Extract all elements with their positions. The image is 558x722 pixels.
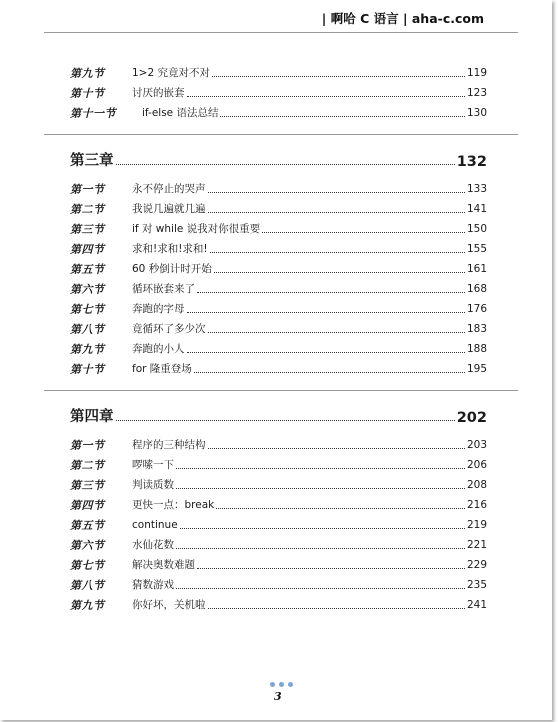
section-title: 水仙花数	[132, 539, 174, 551]
dot-leader	[208, 447, 465, 449]
section-title: if-else 语法总结	[142, 107, 219, 119]
toc-entry[interactable]	[70, 198, 487, 216]
chapter-page-number: 132	[456, 154, 487, 170]
section-title: for 隆重登场	[132, 363, 192, 375]
page-number: 130	[466, 107, 487, 119]
dot-leader	[187, 311, 465, 313]
toc-entry[interactable]	[70, 454, 487, 472]
toc-entry[interactable]	[70, 554, 487, 572]
dot-leader	[176, 547, 465, 549]
dot-leader	[216, 507, 465, 509]
toc-entry[interactable]	[70, 278, 487, 296]
toc-entry[interactable]	[70, 474, 487, 492]
toc-entry[interactable]	[70, 258, 487, 276]
header-rule	[44, 32, 518, 33]
page-number: 123	[466, 87, 487, 99]
dot-leader	[212, 75, 465, 77]
page-number: 206	[466, 459, 487, 471]
page-number: 203	[466, 439, 487, 451]
section-number: 第三节	[70, 223, 105, 236]
section-number: 第九节	[70, 67, 105, 80]
chapter-title: 第三章	[70, 153, 114, 169]
section-number: 第四节	[70, 243, 105, 256]
page-number: 133	[466, 183, 487, 195]
page-number: 141	[466, 203, 487, 215]
chapter-title: 第四章	[70, 409, 114, 425]
page-number: 229	[466, 559, 487, 571]
section-title: 循环嵌套来了	[132, 283, 195, 295]
dot-leader	[210, 251, 465, 253]
dot-leader	[116, 163, 455, 165]
section-number: 第四节	[70, 499, 105, 512]
chapter-heading[interactable]	[70, 404, 487, 426]
dot-leader	[197, 291, 465, 293]
dot-leader	[180, 527, 465, 529]
dot-leader	[176, 467, 465, 469]
footer-page-number: 3	[274, 690, 282, 703]
toc-entry[interactable]	[70, 534, 487, 552]
section-title: 永不停止的哭声	[132, 183, 206, 195]
section-title: 程序的三种结构	[132, 439, 206, 451]
dot-leader	[197, 567, 465, 569]
section-title: 解决奥数难题	[132, 559, 195, 571]
section-title: 我说几遍就几遍	[132, 203, 206, 215]
section-title: 更快一点：break	[132, 499, 215, 511]
toc-entry[interactable]	[70, 358, 487, 376]
toc-entry[interactable]	[70, 178, 487, 196]
page-number: 168	[466, 283, 487, 295]
section-title: 讨厌的嵌套	[132, 87, 185, 99]
page-number: 208	[466, 479, 487, 491]
section-title: 奔跑的字母	[132, 303, 185, 315]
page-number: 155	[466, 243, 487, 255]
toc-entry[interactable]	[70, 62, 487, 80]
toc-entry[interactable]	[70, 318, 487, 336]
dot-leader	[208, 607, 465, 609]
section-title: continue	[132, 519, 178, 531]
section-title: 你好坏，关机啦	[132, 599, 206, 611]
dot-leader	[187, 95, 465, 97]
section-title: 猜数游戏	[132, 579, 174, 591]
section-title: 判读质数	[132, 479, 174, 491]
section-number: 第六节	[70, 283, 105, 296]
section-divider	[44, 390, 518, 391]
dot-leader	[187, 351, 465, 353]
dot-leader	[176, 587, 465, 589]
toc-entry[interactable]	[70, 434, 487, 452]
dot-leader	[208, 191, 465, 193]
section-title: 啰嗦一下	[132, 459, 174, 471]
page-number: 161	[466, 263, 487, 275]
section-number: 第十节	[70, 363, 105, 376]
page-number: 221	[466, 539, 487, 551]
section-number: 第九节	[70, 343, 105, 356]
section-number: 第八节	[70, 579, 105, 592]
section-number: 第七节	[70, 303, 105, 316]
section-divider	[44, 134, 518, 135]
section-number: 第五节	[70, 263, 105, 276]
dot-leader	[176, 487, 465, 489]
dot-leader	[116, 419, 455, 421]
chapter-heading[interactable]	[70, 148, 487, 170]
section-number: 第六节	[70, 539, 105, 552]
toc-entry[interactable]	[70, 594, 487, 612]
section-title: 1>2 究竟对不对	[132, 67, 210, 79]
section-number: 第三节	[70, 479, 105, 492]
section-number: 第十一节	[70, 107, 116, 120]
toc-entry[interactable]	[70, 338, 487, 356]
section-number: 第一节	[70, 439, 105, 452]
page-number: 119	[466, 67, 487, 79]
section-title: 求和!求和!求和!	[132, 243, 208, 255]
toc-entry[interactable]	[70, 238, 487, 256]
page-header: | 啊哈 C 语言 | aha-c.com	[321, 11, 484, 26]
section-title: 60 秒倒计时开始	[132, 263, 212, 275]
toc-entry[interactable]	[70, 82, 487, 100]
footer-dots-icon	[270, 682, 293, 687]
section-number: 第二节	[70, 459, 105, 472]
dot-leader	[262, 231, 465, 233]
page-number: 176	[466, 303, 487, 315]
toc-entry[interactable]	[70, 514, 487, 532]
section-title: 竟循环了多少次	[132, 323, 206, 335]
toc-entry[interactable]	[70, 298, 487, 316]
page-number: 150	[466, 223, 487, 235]
page-number: 195	[466, 363, 487, 375]
section-number: 第八节	[70, 323, 105, 336]
chapter-page-number: 202	[456, 410, 487, 426]
section-title: if 对 while 说我对你很重要	[132, 223, 261, 235]
section-number: 第十节	[70, 87, 105, 100]
page-number: 188	[466, 343, 487, 355]
page-number: 183	[466, 323, 487, 335]
page-number: 219	[466, 519, 487, 531]
dot-leader	[208, 211, 465, 213]
section-number: 第一节	[70, 183, 105, 196]
dot-leader	[214, 271, 465, 273]
section-number: 第二节	[70, 203, 105, 216]
page-number: 241	[466, 599, 487, 611]
section-number: 第九节	[70, 599, 105, 612]
page-number: 235	[466, 579, 487, 591]
toc-entry[interactable]	[70, 218, 487, 236]
toc-entry[interactable]	[70, 574, 487, 592]
toc-entry[interactable]	[70, 102, 487, 120]
dot-leader	[220, 115, 464, 117]
section-number: 第七节	[70, 559, 105, 572]
section-number: 第五节	[70, 519, 105, 532]
page-number: 216	[466, 499, 487, 511]
dot-leader	[194, 371, 465, 373]
section-title: 奔跑的小人	[132, 343, 185, 355]
toc-entry[interactable]	[70, 494, 487, 512]
dot-leader	[208, 331, 465, 333]
